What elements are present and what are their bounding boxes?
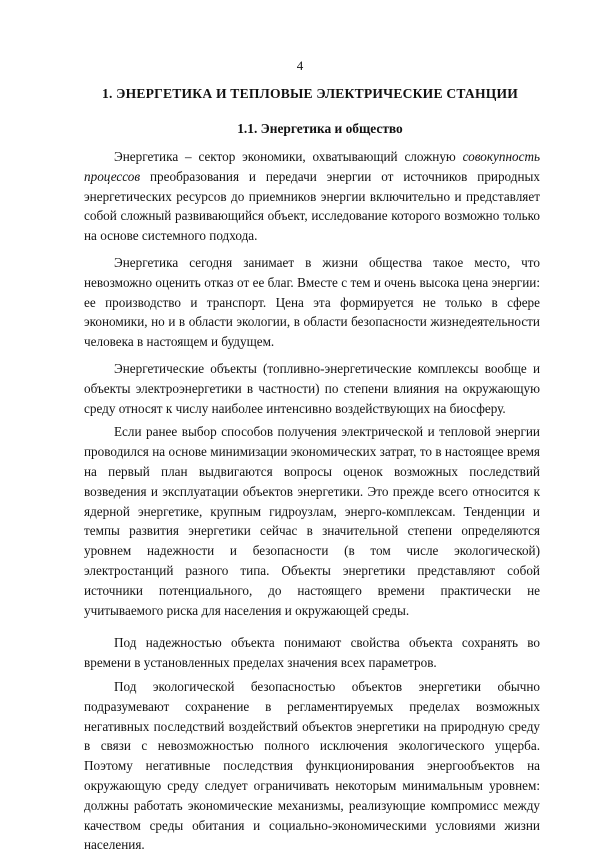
- paragraph-3: Энергетические объекты (топливно-энергетические комплексы вообще и объекты электроэнергетики в частности) по степени влияния на окружающую среду относят к числу наиболее интенсивно воздействующих на биосферу.: [84, 360, 540, 416]
- paragraph-1: [84, 147, 540, 246]
- page-number: 4: [296, 58, 304, 73]
- section-title: 1.1. Энергетика и общество: [237, 121, 403, 136]
- paragraph-1-end: преобразования и передачи энергии от источников природных энергетических ресурсов до приемников энергии включительно и представляет собой сложный развивающийся объект, исследование которого возможно только на основе системного подхода.: [84, 168, 540, 244]
- paragraph-2: Энергетика сегодня занимает в жизни общества такое место, что невозможно оценить отказ от ее благ. Вместе с тем и очень высока цена энергии: ее производство и транспорт. Цена эта формируется не только в сфере экономики, но и в области экологии, в области безопасности жизнедеятельности человека в настоящем и будущем.: [84, 254, 540, 350]
- paragraph-6: Под экологической безопасностью объектов энергетики обычно подразумевают сохранение в регламентируемых пределах возможных негативных последствий воздействий объектов энергетики на природную среду в связи с невозможностью полного исключения экологического ущерба. Поэтому негативные последствия функционирования энергообъектов на окружающую среду следует ограничивать некоторым минимальным уровнем: должны работать экономические механизмы, реализующие компромисс между качеством среды обитания и социально-экономическими условиями жизни населения.: [84, 678, 540, 853]
- body-text: [84, 147, 540, 861]
- paragraph-4: Если ранее выбор способов получения электрической и тепловой энергии проводился на основе минимизации экономических затрат, то в настоящее время на первый план выдвигаются вопросы оценок возможных последствий возведения и эксплуатации объектов энергетики. Это прежде всего относится к ядерной энергетике, крупным гидроузлам, энерго-комплексам. Тенденции и темпы развития энергетики сейчас в значительной степени определяются уровнем надежности и безопасности (в том числе экологической) электростанций разного типа. Объекты энергетики представляют собой источники потенциального, до настоящего времени практически не учитываемого риска для населения и окружающей среды.: [84, 424, 540, 618]
- paragraph-5: Под надежностью объекта понимают свойства объекта сохранять во времени в установленных пределах значения всех параметров.: [84, 635, 540, 671]
- paragraph-1-italic: совокупность процессов: [84, 149, 540, 184]
- chapter-title: 1. ЭНЕРГЕТИКА И ТЕПЛОВЫЕ ЭЛЕКТРИЧЕСКИЕ СТАНЦИИ: [101, 86, 519, 101]
- paragraph-1-start: Энергетика – сектор экономики, охватывающий сложную: [114, 149, 463, 164]
